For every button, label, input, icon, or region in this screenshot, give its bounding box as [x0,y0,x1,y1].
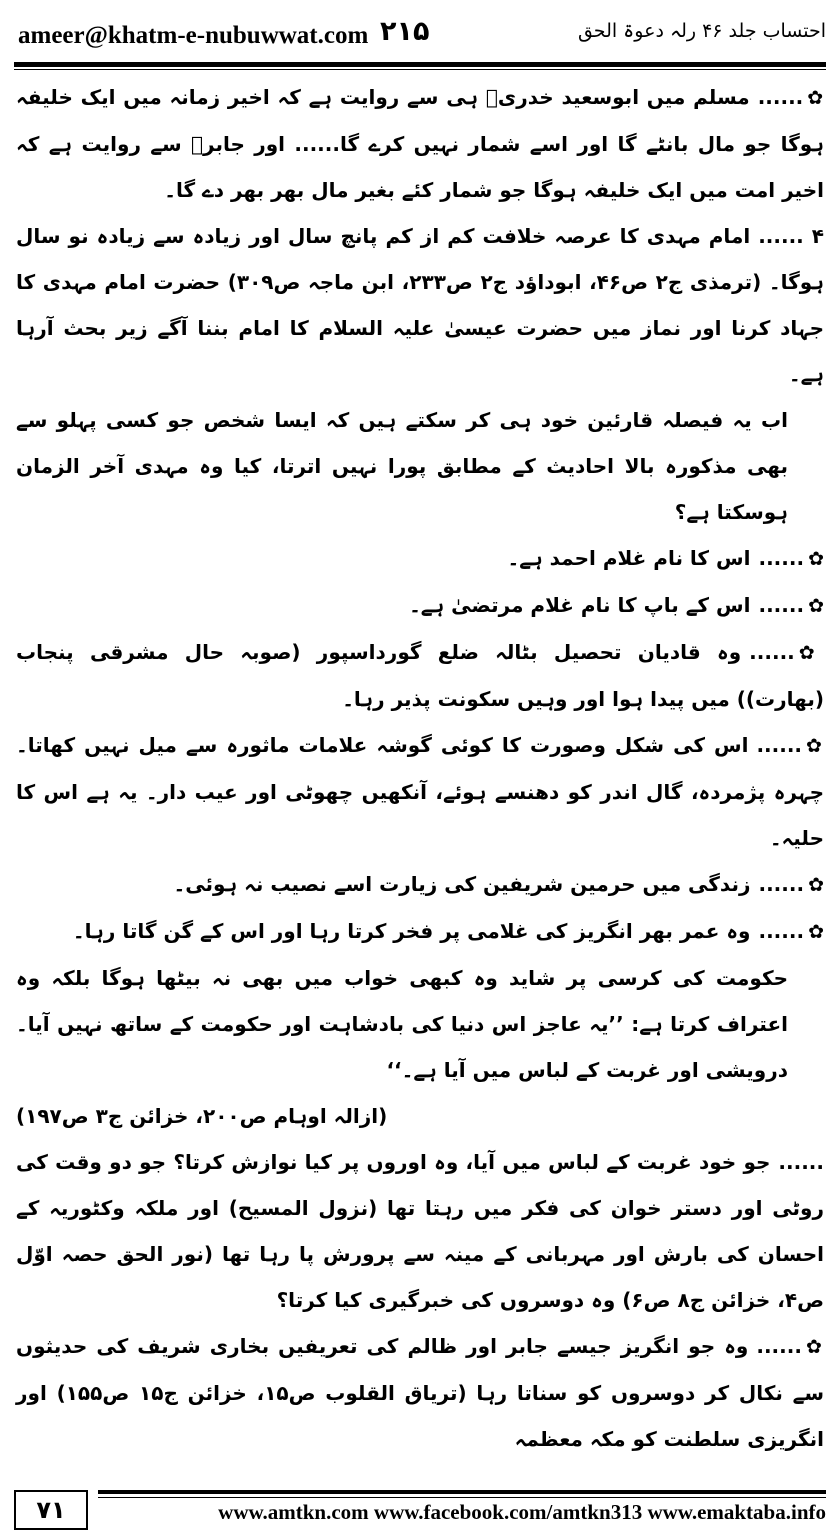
header-rule-thick [14,62,826,67]
leader-dots: ...... [758,546,805,570]
paragraph-text: اس کا نام غلام احمد ہے۔ [507,546,751,570]
bullet-paragraph-2 [16,535,824,582]
header-rule-thin [14,69,826,70]
paragraph-text: اس کی شکل وصورت کا کوئی گوشہ علامات ماثورہ سے میل نہیں کھاتا۔ چہرہ پژمردہ، گال اندر کو دھنسے ہوئے، آنکھیں چھوٹی اور عیب دار۔ یہ ہے اس کا حلیہ۔ [16,733,824,850]
leader-dots: ...... [758,593,805,617]
leader-dots: ...... [758,872,805,896]
footer-number-box: ۷۱ [14,1490,88,1530]
leader-dots: ...... [758,919,805,943]
flower-bullet-icon: ✿ [808,548,824,570]
footer-rule-thick [98,1490,826,1494]
bullet-paragraph-5 [16,722,824,861]
paragraph-text: زندگی میں حرمین شریفین کی زیارت اسے نصیب نہ ہوئی۔ [173,872,751,896]
bullet-paragraph-8 [16,1323,824,1462]
flower-bullet-icon: ✿ [798,642,824,664]
bullet-paragraph-4 [16,629,824,722]
paragraph-text: جو خود غربت کے لباس میں آیا، وہ اوروں پر کیا نوازش کرتا؟ جو دو وقت کی روٹی اور دستر خوان کی فکر میں رہتا تھا (نزول المسیح) اور ملکہ وکٹوریہ کے احسان کی بارش اور مہربانی کے مینہ سے پرورش پا رہا تھا (نور الحق حصہ اوّل ص۴، خزائن ج۸ ص۶) وہ دوسروں کی خبرگیری کیا کرتا؟ [16,1150,824,1312]
paragraph-text: وہ جو انگریز جیسے جابر اور ظالم کی تعریفیں بخاری شریف کی حدیثوں سے نکال کر دوسروں کو سناتا رہا (تریاق القلوب ص۱۵، خزائن ج۱۵ ص۱۵۵) اور انگریزی سلطنت کو مکہ معظمہ [16,1334,825,1451]
conclusion-paragraph: اب یہ فیصلہ قارئین خود ہی کر سکتے ہیں کہ ایسا شخص جو کسی پہلو سے بھی مذکورہ بالا احادیث کے مطابق پورا نہیں اترتا، کیا وہ مہدی آخر الزمان ہوسکتا ہے؟ [16,408,788,524]
citation: (ازالہ اوہام ص۲۰۰، خزائن ج۳ ص۱۹۷) [16,1104,388,1128]
book-title: احتساب جلد ۴۶ رلہ دعوۃ الحق [577,20,826,42]
item-number: ۴ [811,224,824,248]
flower-bullet-icon: ✿ [808,874,824,896]
leader-dots: ...... [749,640,795,664]
flower-bullet-icon: ✿ [807,87,824,109]
page-footer [14,1490,826,1530]
paragraph-5 [16,1139,824,1323]
quote-paragraph: حکومت کی کرسی پر شاید وہ کبھی خواب میں بھی نہ بیٹھا ہوگا بلکہ وہ اعتراف کرتا ہے: ’’یہ عاجز اس دنیا کی بادشاہت اور حکومت کے ساتھ نہیں آیا۔ درویشی اور غربت کے لباس میں آیا ہے۔‘‘ [16,966,788,1082]
page-header [18,14,826,56]
flower-bullet-icon: ✿ [808,595,824,617]
paragraph-text: مسلم میں ابوسعید خدریؓ ہی سے روایت ہے کہ اخیر زمانہ میں ایک خلیفہ ہوگا جو مال بانٹے گا اور اسے شمار نہیں کرے گا...... اور جابرؓ سے روایت ہے کہ اخیر امت میں ایک خلیفہ ہوگا جو شمار کئے بغیر مال بھر بھر دے گا۔ [16,85,824,202]
leader-dots: ...... [756,1334,802,1358]
paragraph-text: اس کے باپ کا نام غلام مرتضیٰ ہے۔ [409,593,751,617]
bullet-paragraph-7 [16,908,824,955]
footer-rule-thin [98,1497,826,1498]
leader-dots: ...... [756,733,803,757]
flower-bullet-icon: ✿ [808,921,824,943]
numbered-paragraph-4 [16,213,824,397]
bullet-paragraph-6 [16,861,824,908]
leader-dots: ...... [778,1150,824,1174]
footer-links: www.amtkn.com www.facebook.com/amtkn313 www.emaktaba.info [218,1500,826,1524]
citation-line [16,1093,824,1139]
leader-dots: ...... [757,85,804,109]
header-email: ameer@khatm-e-nubuwwat.com [18,22,369,49]
paragraph-text: امام مہدی کا عرصہ خلافت کم از کم پانچ سال اور زیادہ سے زیادہ نو سال ہوگا۔ (ترمذی ج۲ ص۴۶، ابوداؤد ج۲ ص۲۳۳، ابن ماجہ ص۳۰۹) حضرت امام مہدی کا جہاد کرنا اور نماز میں حضرت عیسیٰ علیہ السلام کا امام بننا آگے زیر بحث آرہا ہے۔ [16,224,825,386]
flower-bullet-icon: ✿ [805,1336,824,1358]
leader-dots: ...... [758,224,804,248]
paragraph-text: وہ عمر بھر انگریز کی غلامی پر فخر کرتا رہا اور اس کے گن گاتا رہا۔ [72,919,751,943]
bullet-paragraph-1 [16,74,824,213]
page-number: ۲۱۵ [380,16,430,47]
flower-bullet-icon: ✿ [806,735,825,757]
page-body [16,74,824,1462]
paragraph-text: وہ قادیان تحصیل بٹالہ ضلع گورداسپور (صوبہ حال مشرقی پنجاب (بھارت)) میں پیدا ہوا اور وہیں سکونت پذیر رہا۔ [16,640,824,711]
bullet-paragraph-3 [16,582,824,629]
